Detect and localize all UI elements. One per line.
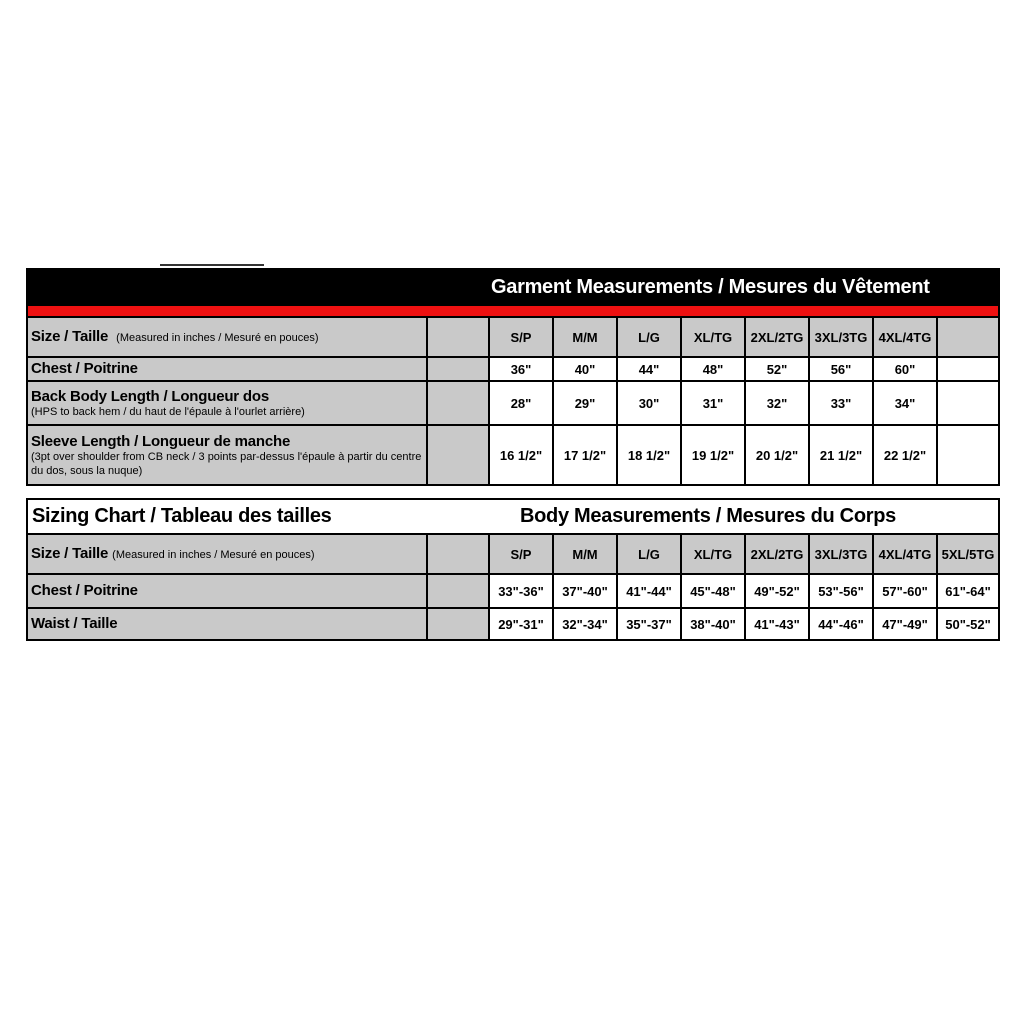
value-cell: 18 1/2" bbox=[617, 425, 681, 485]
value-cell: 48" bbox=[681, 357, 745, 381]
value-cell: 38"-40" bbox=[681, 608, 745, 640]
size-header: 4XL/4TG bbox=[873, 317, 937, 357]
garment-size-label: Size / Taille bbox=[31, 328, 109, 345]
row-label-cell bbox=[27, 608, 427, 640]
size-header: 2XL/2TG bbox=[745, 534, 809, 574]
value-cell: 57"-60" bbox=[873, 574, 937, 608]
row-label-cell bbox=[27, 381, 427, 425]
row-label-cell bbox=[27, 425, 427, 485]
gap-cell bbox=[427, 317, 489, 357]
value-cell: 45"-48" bbox=[681, 574, 745, 608]
body-size-label: Size / Taille bbox=[31, 545, 109, 562]
value-cell: 33" bbox=[809, 381, 873, 425]
decorative-line bbox=[160, 264, 264, 266]
gap-cell bbox=[427, 425, 489, 485]
size-header: L/G bbox=[617, 317, 681, 357]
sizing-chart-header bbox=[27, 499, 999, 534]
row-label: Waist / Taille bbox=[31, 615, 118, 632]
garment-size-row bbox=[27, 317, 999, 357]
gap-cell bbox=[427, 357, 489, 381]
size-header: XL/TG bbox=[681, 317, 745, 357]
row-label: Back Body Length / Longueur dos bbox=[31, 387, 269, 405]
value-cell-empty bbox=[937, 357, 999, 381]
gap-cell bbox=[427, 574, 489, 608]
value-cell: 50"-52" bbox=[937, 608, 999, 640]
value-cell: 29" bbox=[553, 381, 617, 425]
value-cell: 44"-46" bbox=[809, 608, 873, 640]
size-header: S/P bbox=[489, 534, 553, 574]
value-cell: 28" bbox=[489, 381, 553, 425]
value-cell: 31" bbox=[681, 381, 745, 425]
value-cell: 61"-64" bbox=[937, 574, 999, 608]
red-stripe bbox=[27, 305, 999, 317]
value-cell: 22 1/2" bbox=[873, 425, 937, 485]
body-size-label-cell bbox=[27, 534, 427, 574]
size-header: S/P bbox=[489, 317, 553, 357]
value-cell: 47"-49" bbox=[873, 608, 937, 640]
table-row bbox=[27, 357, 999, 381]
body-size-row bbox=[27, 534, 999, 574]
value-cell: 41"-44" bbox=[617, 574, 681, 608]
garment-measurements-table bbox=[26, 268, 1000, 486]
row-label: Chest / Poitrine bbox=[31, 360, 138, 377]
size-header-empty bbox=[937, 317, 999, 357]
row-label: Sleeve Length / Longueur de manche bbox=[31, 432, 291, 450]
value-cell: 53"-56" bbox=[809, 574, 873, 608]
garment-size-note: (Measured in inches / Mesuré en pouces) bbox=[116, 332, 319, 344]
size-header: 2XL/2TG bbox=[745, 317, 809, 357]
value-cell: 44" bbox=[617, 357, 681, 381]
value-cell: 17 1/2" bbox=[553, 425, 617, 485]
value-cell: 32" bbox=[745, 381, 809, 425]
value-cell: 52" bbox=[745, 357, 809, 381]
value-cell: 40" bbox=[553, 357, 617, 381]
garment-title-band bbox=[27, 269, 999, 305]
size-header: M/M bbox=[553, 317, 617, 357]
table-row bbox=[27, 608, 999, 640]
row-label: Chest / Poitrine bbox=[31, 582, 138, 599]
value-cell: 41"-43" bbox=[745, 608, 809, 640]
value-cell: 32"-34" bbox=[553, 608, 617, 640]
row-label-cell bbox=[27, 574, 427, 608]
value-cell: 21 1/2" bbox=[809, 425, 873, 485]
value-cell: 60" bbox=[873, 357, 937, 381]
value-cell: 37"-40" bbox=[553, 574, 617, 608]
table-row bbox=[27, 425, 999, 485]
size-header: 4XL/4TG bbox=[873, 534, 937, 574]
value-cell: 33"-36" bbox=[489, 574, 553, 608]
value-cell-empty bbox=[937, 425, 999, 485]
body-measurements-table bbox=[26, 498, 1000, 641]
row-note: (HPS to back hem / du haut de l'épaule à l'ourlet arrière) bbox=[31, 405, 305, 418]
size-header: 3XL/3TG bbox=[809, 317, 873, 357]
garment-size-label-cell bbox=[27, 317, 427, 357]
value-cell: 34" bbox=[873, 381, 937, 425]
size-header: M/M bbox=[553, 534, 617, 574]
garment-title: Garment Measurements / Mesures du Vêtement bbox=[491, 275, 930, 298]
gap-cell bbox=[427, 608, 489, 640]
table-row bbox=[27, 381, 999, 425]
value-cell: 16 1/2" bbox=[489, 425, 553, 485]
value-cell: 30" bbox=[617, 381, 681, 425]
value-cell: 35"-37" bbox=[617, 608, 681, 640]
sizing-chart-title: Sizing Chart / Tableau des tailles bbox=[32, 505, 332, 527]
size-header: XL/TG bbox=[681, 534, 745, 574]
size-header: 5XL/5TG bbox=[937, 534, 999, 574]
size-header: L/G bbox=[617, 534, 681, 574]
value-cell-empty bbox=[937, 381, 999, 425]
value-cell: 36" bbox=[489, 357, 553, 381]
row-note: (3pt over shoulder from CB neck / 3 points par-dessus l'épaule à partir du centre du dos, sous la nuque) bbox=[31, 450, 422, 477]
value-cell: 20 1/2" bbox=[745, 425, 809, 485]
size-header: 3XL/3TG bbox=[809, 534, 873, 574]
table-row bbox=[27, 574, 999, 608]
row-label-cell bbox=[27, 357, 427, 381]
body-size-note: (Measured in inches / Mesuré en pouces) bbox=[112, 549, 315, 561]
gap-cell bbox=[427, 381, 489, 425]
value-cell: 19 1/2" bbox=[681, 425, 745, 485]
value-cell: 49"-52" bbox=[745, 574, 809, 608]
value-cell: 29"-31" bbox=[489, 608, 553, 640]
value-cell: 56" bbox=[809, 357, 873, 381]
body-measurements-title: Body Measurements / Mesures du Corps bbox=[520, 505, 896, 527]
gap-cell bbox=[427, 534, 489, 574]
